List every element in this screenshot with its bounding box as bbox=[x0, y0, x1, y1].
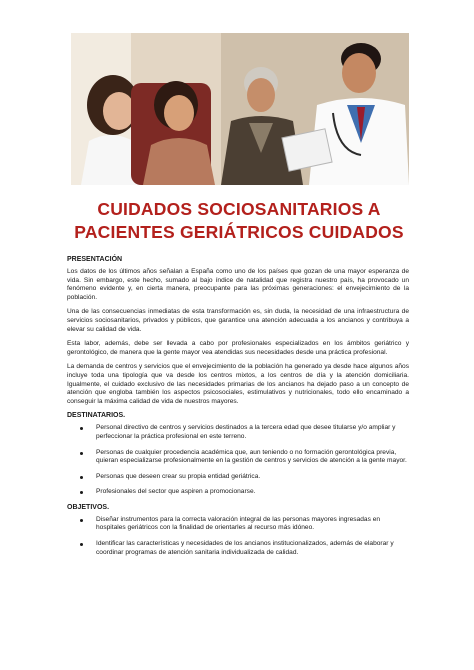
title-line-1: CUIDADOS SOCIOSANITARIOS A bbox=[97, 199, 381, 219]
recipients-item bbox=[67, 449, 409, 466]
bullet-icon bbox=[80, 491, 83, 494]
objectives-list bbox=[67, 516, 409, 557]
recipients-item bbox=[67, 488, 409, 497]
objectives-item-text: Identificar las características y necesidades de los ancianos institucionalizados, además de elaborar y coordinar programas de atención sanitaria individualizada de calidad. bbox=[96, 540, 394, 556]
document-body bbox=[67, 256, 409, 564]
bullet-icon bbox=[80, 476, 83, 479]
recipients-item-text: Personal directivo de centros y servicios destinados a la tercera edad que desee titularse y/o ampliar y perfeccionar la práctica profesional en este terreno. bbox=[96, 424, 396, 440]
objectives-item bbox=[67, 516, 409, 533]
presentation-heading: PRESENTACIÓN bbox=[67, 256, 123, 263]
title-line-2: PACIENTES GERIÁTRICOS CUIDADOS bbox=[74, 222, 404, 242]
recipients-item-text: Personas de cualquier procedencia académica que, aun teniendo o no formación gerontológica previa, quieran especializarse profesionalmente en la gestión de centros y servicios de atención a la gente mayor. bbox=[96, 448, 407, 465]
recipients-heading: DESTINATARIOS. bbox=[67, 412, 126, 420]
objectives-heading: OBJETIVOS. bbox=[67, 503, 110, 511]
bullet-icon bbox=[80, 427, 83, 430]
document-title bbox=[60, 198, 418, 244]
presentation-paragraph-2: Una de las consecuencias inmediatas de esta transformación es, sin duda, la necesidad de una infraestructura de servicios sociosanitarios, privados y públicos, que garantice una atención adecuada a los ancianos y contribuya a elevar su calidad de vida. bbox=[67, 308, 409, 333]
recipients-list bbox=[67, 424, 409, 497]
bullet-icon bbox=[80, 543, 83, 546]
bullet-icon bbox=[80, 452, 83, 455]
recipients-item-text: Profesionales del sector que aspiren a promocionarse. bbox=[96, 488, 256, 496]
presentation-paragraph-3: Esta labor, además, debe ser llevada a cabo por profesionales especializados en los ámbitos geriátrico y gerontológico, de manera que la gente mayor vea atendidas sus necesidades desde una práctica profesional. bbox=[67, 340, 409, 356]
bullet-icon bbox=[80, 519, 83, 522]
recipients-item bbox=[67, 424, 409, 441]
photo-illustration bbox=[71, 33, 409, 185]
recipients-item-text: Personas que deseen crear su propia entidad geriátrica. bbox=[96, 472, 261, 480]
recipients-item bbox=[67, 473, 409, 482]
objectives-item-text: Diseñar instrumentos para la correcta valoración integral de las personas mayores ingresadas en hospitales geriátricos con la finalidad de orientarles al recurso más idóneo. bbox=[96, 515, 381, 532]
objectives-item bbox=[67, 540, 409, 557]
presentation-paragraph-4: La demanda de centros y servicios que el envejecimiento de la población ha generado ya desde hace algunos años incluye toda una tipología que va desde los centros mixtos, a los centros de día y la atención domiciliaria. Igualmente, el cuidado exclusivo de las necesidades primarias de los ancianos ha dejado paso a un concepto de atención que engloba también los aspectos psicosociales, estimulativos y nutricionales, todo ello encaminado a conseguir la máxima calidad de vida de nuestros mayores. bbox=[67, 363, 409, 405]
presentation-paragraph-1: Los datos de los últimos años señalan a España como uno de los países que gozan de una mayor esperanza de vida. Sin embargo, este hecho, sumado al bajo índice de natalidad que registra nuestro país, ha provocado un fenómeno evidente y, en cierta manera, preocupante para las próximas generaciones: el envejecimiento de la población. bbox=[67, 268, 409, 301]
header-photo bbox=[71, 33, 409, 185]
